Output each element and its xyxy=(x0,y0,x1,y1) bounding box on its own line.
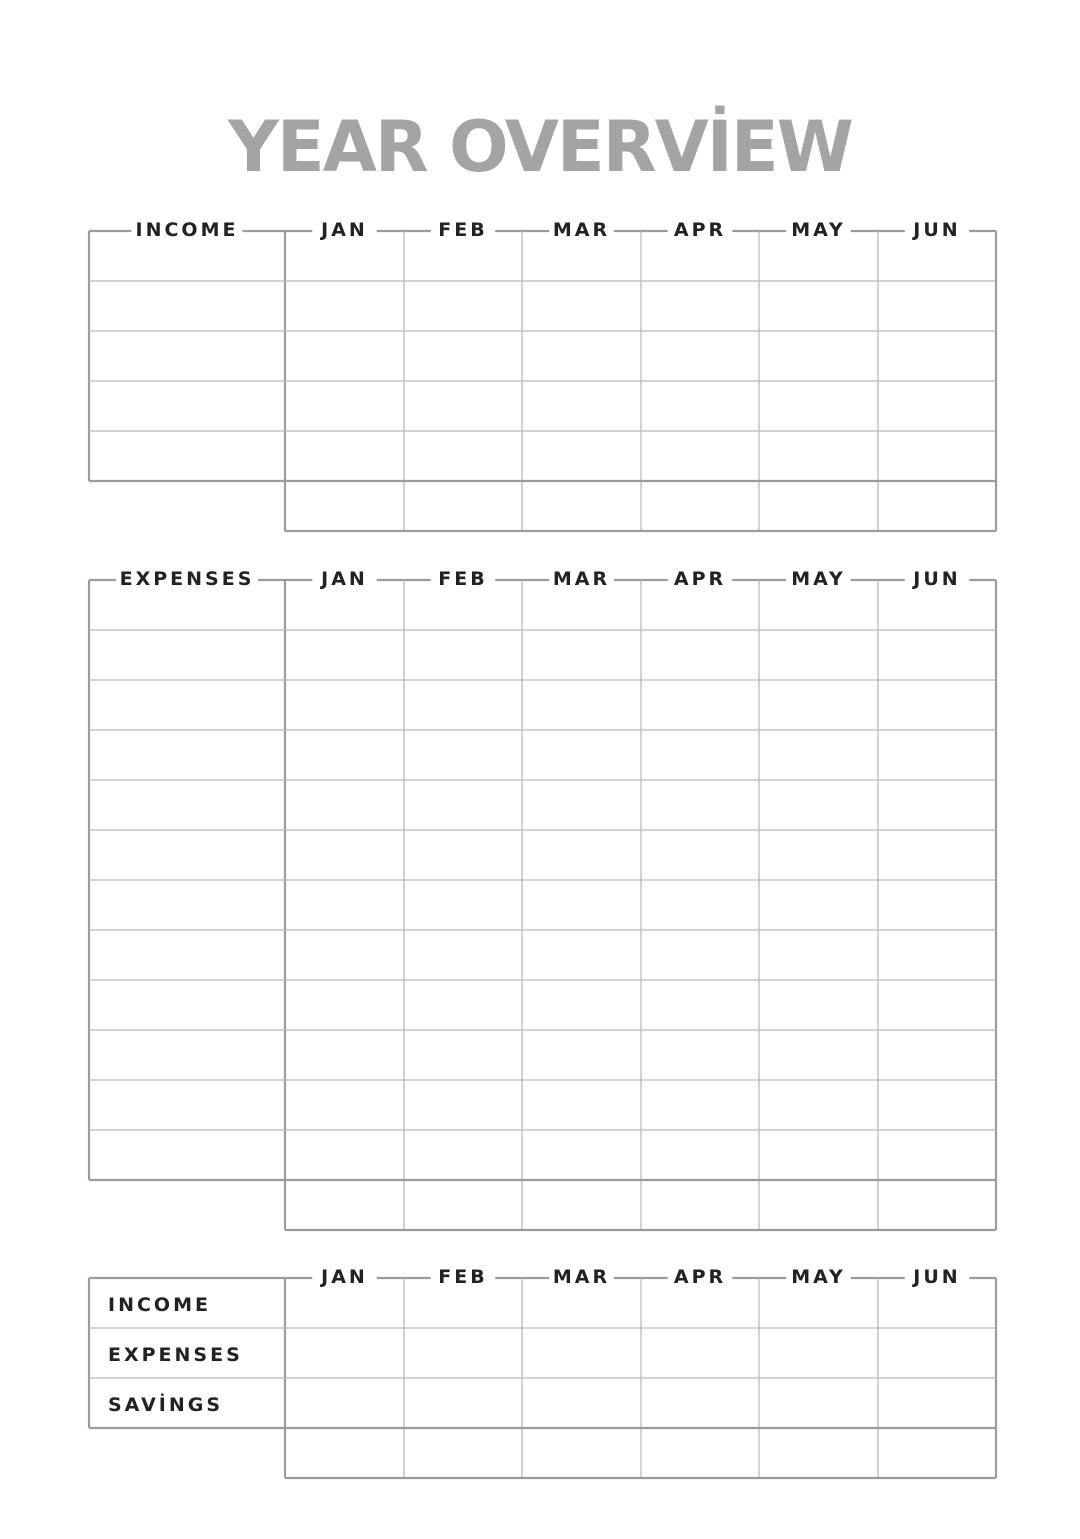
summary-row-label-expenses: EXPENSES xyxy=(108,1344,243,1366)
summary-row-label-savi̇ngs: SAVİNGS xyxy=(108,1394,224,1416)
expenses-table xyxy=(89,565,996,1230)
month-header-apr: APR xyxy=(673,219,727,241)
month-header-jun: JUN xyxy=(913,219,961,241)
month-header-jan: JAN xyxy=(321,1266,368,1288)
section-header-expenses: EXPENSES xyxy=(119,568,255,590)
month-header-jan: JAN xyxy=(321,219,368,241)
month-header-jun: JUN xyxy=(913,568,961,590)
month-header-mar: MAR xyxy=(552,568,611,590)
summary-table xyxy=(89,1263,996,1478)
month-header-feb: FEB xyxy=(438,1266,488,1288)
month-header-may: MAY xyxy=(791,1266,846,1288)
month-header-may: MAY xyxy=(791,219,846,241)
month-header-feb: FEB xyxy=(438,568,488,590)
page-title: YEAR OVERVİEW xyxy=(228,106,852,188)
month-header-may: MAY xyxy=(791,568,846,590)
month-header-feb: FEB xyxy=(438,219,488,241)
month-header-apr: APR xyxy=(673,568,727,590)
month-header-jun: JUN xyxy=(913,1266,961,1288)
month-header-mar: MAR xyxy=(552,1266,611,1288)
month-header-apr: APR xyxy=(673,1266,727,1288)
month-header-jan: JAN xyxy=(321,568,368,590)
section-header-income: INCOME xyxy=(135,219,239,241)
summary-row-label-income: INCOME xyxy=(108,1294,211,1316)
income-table xyxy=(89,216,996,531)
month-header-mar: MAR xyxy=(552,219,611,241)
